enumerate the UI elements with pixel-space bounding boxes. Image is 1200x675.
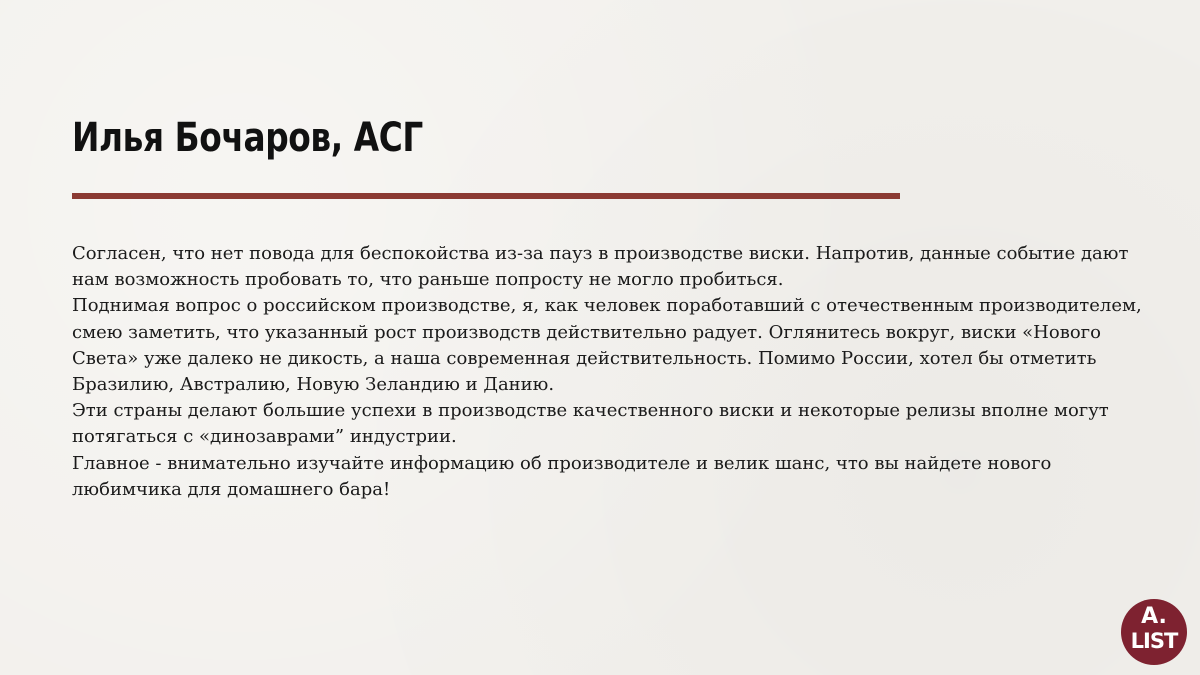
title-divider — [72, 193, 900, 199]
a-list-logo — [1121, 599, 1187, 665]
slide-title: Илья Бочаров, АСГ — [72, 115, 423, 161]
body-paragraph-2: Поднимая вопрос о российском производстве, я, как человек поработавший с отечественным производителем, смею заметить, что указанный рост производств действительно радует. Оглянитесь вокруг, виски «Нового Света» уже далеко не дикость, а наша современная действительность. Помимо России, хотел бы отметить Бразилию, Австралию, Новую Зеландию и Данию. — [72, 295, 1142, 396]
body-paragraph-1: Согласен, что нет повода для беспокойства из-за пауз в производстве виски. Напротив, данные событие дают нам возможность пробовать то, что раньше попросту не могло пробиться. — [72, 243, 1129, 291]
slide-body — [72, 241, 1142, 503]
logo-bottom-text: LIST — [1130, 629, 1178, 653]
logo-top-text: A. — [1141, 604, 1167, 629]
body-paragraph-4: Главное - внимательно изучайте информацию об производителе и велик шанс, что вы найдете нового любимчика для домашнего бара! — [72, 452, 1052, 500]
body-paragraph-3: Эти страны делают большие успехи в производстве качественного виски и некоторые релизы вполне могут потягаться с «динозаврами” индустрии. — [72, 400, 1109, 448]
